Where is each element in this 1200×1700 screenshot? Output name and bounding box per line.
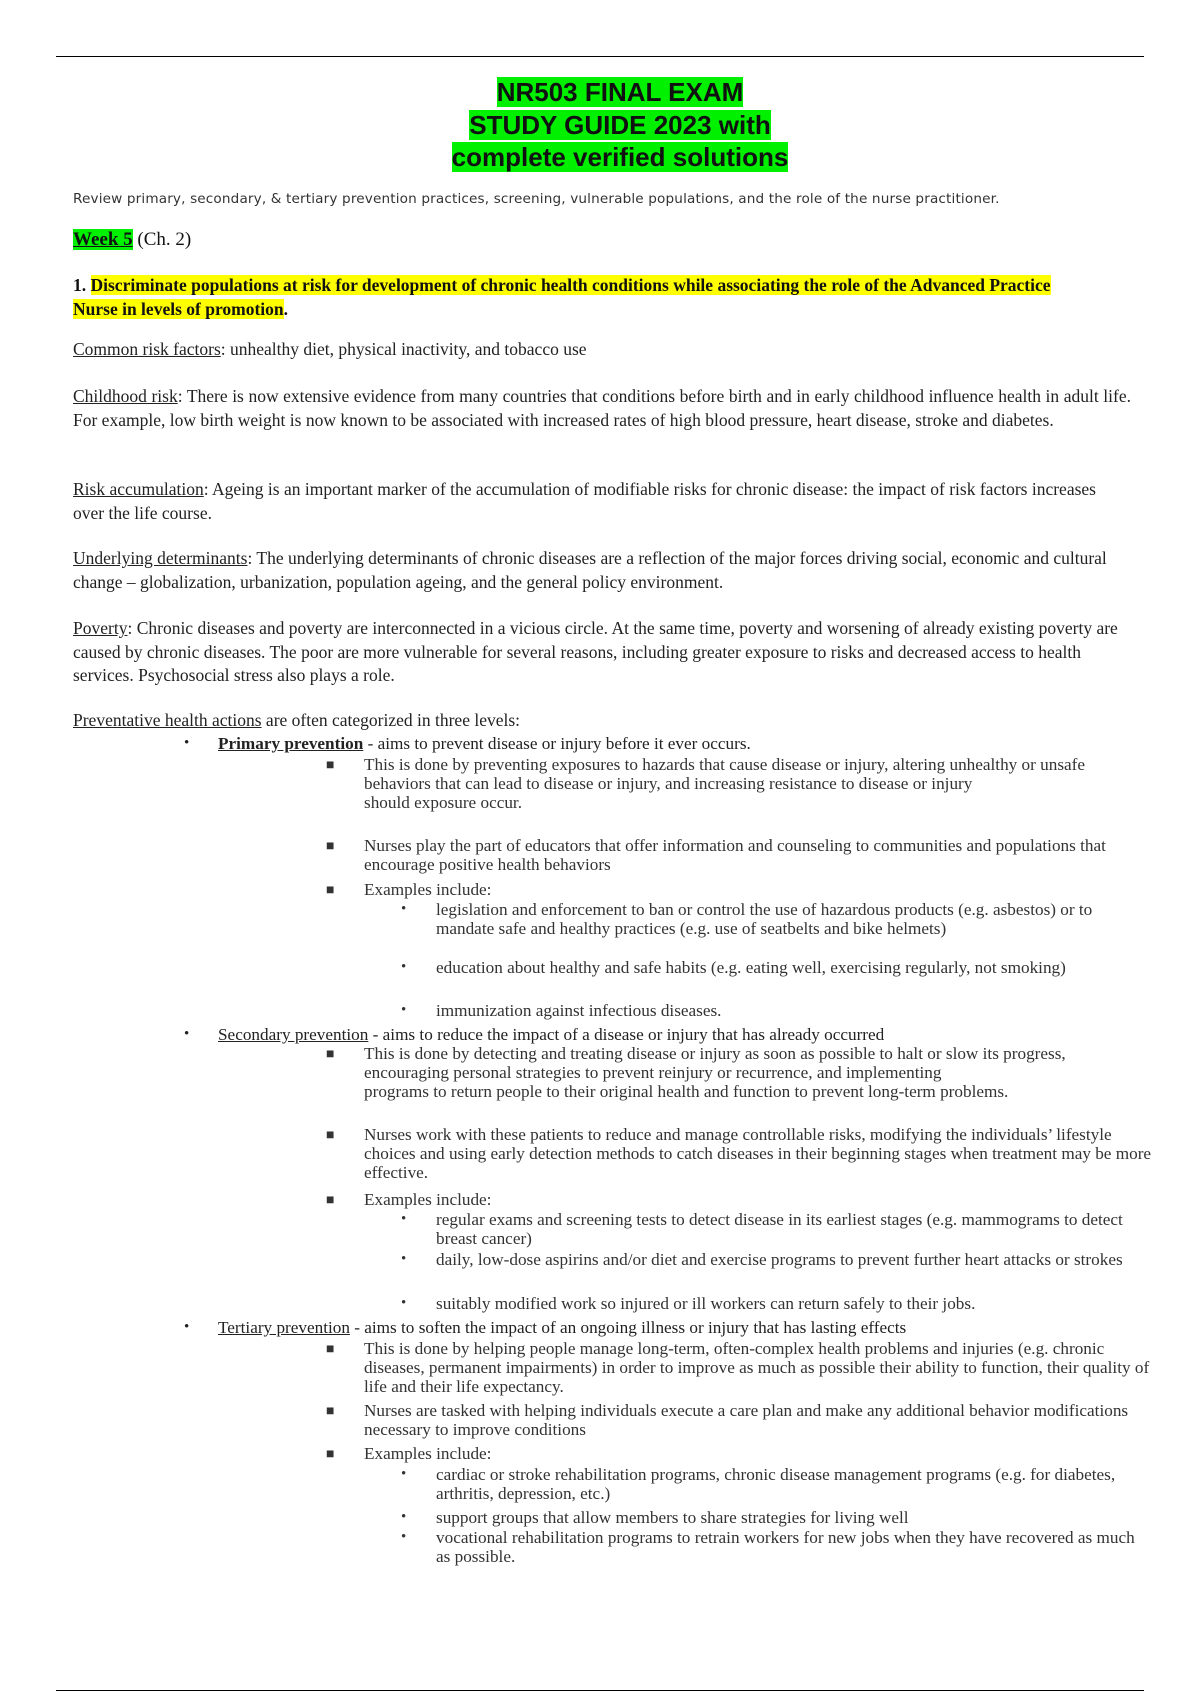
primary-prevention-desc: - aims to prevent disease or injury before it ever occurs. — [363, 734, 751, 753]
tertiary-example-3-text: vocational rehabilitation programs to retrain workers for new jobs when they have recovered as much as possible. — [436, 1528, 1135, 1566]
objective-end: . — [283, 299, 289, 319]
secondary-bullet-3 — [326, 1190, 1154, 1209]
primary-example-1 — [401, 900, 1136, 938]
primary-prevention-heading: Primary prevention — [218, 734, 364, 753]
secondary-bullet-2 — [326, 1125, 1154, 1182]
square-bullet-icon: ■ — [326, 1047, 335, 1062]
para-preventative-actions — [73, 709, 1131, 733]
primary-prevention-item — [184, 734, 1118, 753]
week-label: Week 5 — [73, 229, 133, 250]
text-childhood-risk: : There is now extensive evidence from many countries that conditions before birth and in early childhood influence health in adult life. For example, low birth weight is now known to be associated with increased rates of high blood pressure, heart disease, stroke and diabetes. — [73, 386, 1131, 430]
para-common-risk — [73, 338, 1131, 362]
tertiary-bullet-3 — [326, 1444, 1154, 1463]
secondary-example-2-text: daily, low-dose aspirins and/or diet and exercise programs to prevent further heart attacks or strokes — [436, 1250, 1123, 1269]
document-title — [0, 76, 1200, 174]
primary-example-2-text: education about healthy and safe habits (e.g. eating well, exercising regularly, not smoking) — [436, 958, 1066, 977]
secondary-example-2 — [401, 1250, 1136, 1269]
para-risk-accumulation — [73, 478, 1131, 525]
text-risk-accumulation: : Ageing is an important marker of the accumulation of modifiable risks for chronic disease: the impact of risk factors increases over the life course. — [73, 479, 1096, 523]
bullet-icon: • — [401, 1002, 407, 1018]
secondary-bullet-2-text: Nurses work with these patients to reduce and manage controllable risks, modifying the individuals’ lifestyle choices and using early detection methods to catch diseases in their beginning stages when treatment may be more effective. — [364, 1125, 1152, 1182]
primary-bullet-2 — [326, 836, 1154, 874]
week-heading — [73, 229, 191, 251]
tertiary-bullet-1 — [326, 1339, 1154, 1396]
tertiary-example-2-text: support groups that allow members to share strategies for living well — [436, 1508, 909, 1527]
intro-text: Review primary, secondary, & tertiary prevention practices, screening, vulnerable populations, and the role of the nurse practitioner. — [73, 191, 1000, 207]
primary-bullet-3 — [326, 880, 1154, 899]
secondary-example-1-text: regular exams and screening tests to detect disease in its earliest stages (e.g. mammograms to detect breast cancer) — [436, 1210, 1123, 1248]
bullet-icon: • — [401, 901, 407, 917]
tertiary-bullet-2-text: Nurses are tasked with helping individuals execute a care plan and make any additional behavior modifications necessary to improve conditions — [364, 1401, 1129, 1439]
square-bullet-icon: ■ — [326, 1128, 335, 1143]
bullet-icon: • — [401, 1529, 407, 1545]
para-underlying-determinants — [73, 547, 1131, 594]
bullet-icon: • — [401, 1509, 407, 1525]
bullet-icon: • — [401, 1466, 407, 1482]
term-risk-accumulation: Risk accumulation — [73, 479, 204, 499]
tertiary-prevention-desc: - aims to soften the impact of an ongoing illness or injury that has lasting effects — [349, 1318, 907, 1337]
secondary-prevention-item — [184, 1025, 1118, 1044]
secondary-example-3-text: suitably modified work so injured or ill workers can return safely to their jobs. — [436, 1294, 976, 1313]
square-bullet-icon: ■ — [326, 1447, 335, 1462]
term-common-risk: Common risk factors — [73, 339, 221, 359]
tertiary-example-3 — [401, 1528, 1136, 1566]
secondary-prevention-heading: Secondary prevention — [218, 1025, 369, 1044]
tertiary-prevention-heading: Tertiary prevention — [218, 1318, 350, 1337]
bullet-icon: • — [184, 1026, 190, 1042]
secondary-bullet-1 — [326, 1044, 1154, 1101]
term-preventative-actions: Preventative health actions — [73, 710, 262, 730]
term-underlying-determinants: Underlying determinants — [73, 548, 248, 568]
objective-number: 1. — [73, 275, 91, 295]
text-preventative-actions: are often categorized in three levels: — [261, 710, 521, 730]
bullet-icon: • — [401, 1251, 407, 1267]
top-rule — [56, 56, 1144, 57]
secondary-bullet-1-text: This is done by detecting and treating disease or injury as soon as possible to halt or slow its progress, encouraging personal strategies to prevent reinjury or recurrence, and implementing — [364, 1044, 1066, 1082]
secondary-bullet-3-text: Examples include: — [364, 1190, 492, 1209]
primary-example-1-text: legislation and enforcement to ban or control the use of hazardous products (e.g. asbestos) or to mandate safe and healthy practices (e.g. use of seatbelts and bike helmets) — [436, 900, 1093, 938]
tertiary-example-2 — [401, 1508, 1136, 1527]
week-chapter: (Ch. 2) — [137, 229, 192, 250]
tertiary-example-1 — [401, 1465, 1136, 1503]
primary-bullet-1-text: This is done by preventing exposures to hazards that cause disease or injury, altering unhealthy or unsafe behaviors that can lead to disease or injury, and increasing resistance to disease or injury — [364, 755, 1086, 793]
secondary-example-1 — [401, 1210, 1136, 1248]
secondary-prevention-desc: - aims to reduce the impact of a disease or injury that has already occurred — [368, 1025, 885, 1044]
bottom-rule — [56, 1690, 1144, 1691]
square-bullet-icon: ■ — [326, 839, 335, 854]
primary-bullet-1 — [326, 755, 1154, 812]
para-childhood-risk — [73, 385, 1131, 432]
term-childhood-risk: Childhood risk — [73, 386, 178, 406]
tertiary-bullet-1-text: This is done by helping people manage long-term, often-complex health problems and injuries (e.g. chronic diseases, permanent impairments) in order to improve as much as possible their ability to function, their quality of life and their life expectancy. — [364, 1339, 1150, 1396]
tertiary-prevention-item — [184, 1318, 1118, 1337]
bullet-icon: • — [184, 1319, 190, 1335]
square-bullet-icon: ■ — [326, 1404, 335, 1419]
primary-bullet-2-text: Nurses play the part of educators that offer information and counseling to communities and populations that encourage positive health behaviors — [364, 836, 1106, 874]
square-bullet-icon: ■ — [326, 1342, 335, 1357]
bullet-icon: • — [401, 959, 407, 975]
primary-bullet-3-text: Examples include: — [364, 880, 492, 899]
square-bullet-icon: ■ — [326, 758, 335, 773]
objective-1 — [73, 273, 1073, 321]
primary-example-2 — [401, 958, 1136, 977]
text-common-risk: : unhealthy diet, physical inactivity, and tobacco use — [220, 339, 587, 359]
primary-bullet-1-continuation: should exposure occur. — [364, 793, 522, 812]
bullet-icon: • — [401, 1295, 407, 1311]
title-line-1: NR503 FINAL EXAM — [496, 77, 744, 107]
square-bullet-icon: ■ — [326, 883, 335, 898]
para-poverty — [73, 617, 1131, 688]
text-underlying-determinants: : The underlying determinants of chronic diseases are a reflection of the major forces driving social, economic and cultural change – globalization, urbanization, population ageing, and the general policy environment. — [73, 548, 1107, 592]
text-poverty: : Chronic diseases and poverty are interconnected in a vicious circle. At the same time, poverty and worsening of already existing poverty are caused by chronic diseases. The poor are more vulnerable for several reasons, including greater exposure to risks and decreased access to health services. Psychosocial stress also plays a role. — [73, 618, 1118, 685]
term-poverty: Poverty — [73, 618, 128, 638]
tertiary-bullet-2 — [326, 1401, 1154, 1439]
primary-example-3-text: immunization against infectious diseases. — [436, 1001, 722, 1020]
bullet-icon: • — [184, 735, 190, 751]
title-line-3: complete verified solutions — [451, 142, 789, 172]
primary-example-3 — [401, 1001, 1136, 1020]
tertiary-bullet-3-text: Examples include: — [364, 1444, 492, 1463]
bullet-icon: • — [401, 1211, 407, 1227]
square-bullet-icon: ■ — [326, 1193, 335, 1208]
title-line-2: STUDY GUIDE 2023 with — [469, 109, 771, 140]
secondary-example-3 — [401, 1294, 1136, 1313]
secondary-bullet-1-continuation: programs to return people to their original health and function to prevent long-term problems. — [364, 1082, 1009, 1101]
tertiary-example-1-text: cardiac or stroke rehabilitation programs, chronic disease management programs (e.g. for diabetes, arthritis, depression, etc.) — [436, 1465, 1116, 1503]
objective-text: Discriminate populations at risk for development of chronic health conditions while associating the role of the Advanced Practice Nurse in levels of promotion — [73, 275, 1051, 319]
